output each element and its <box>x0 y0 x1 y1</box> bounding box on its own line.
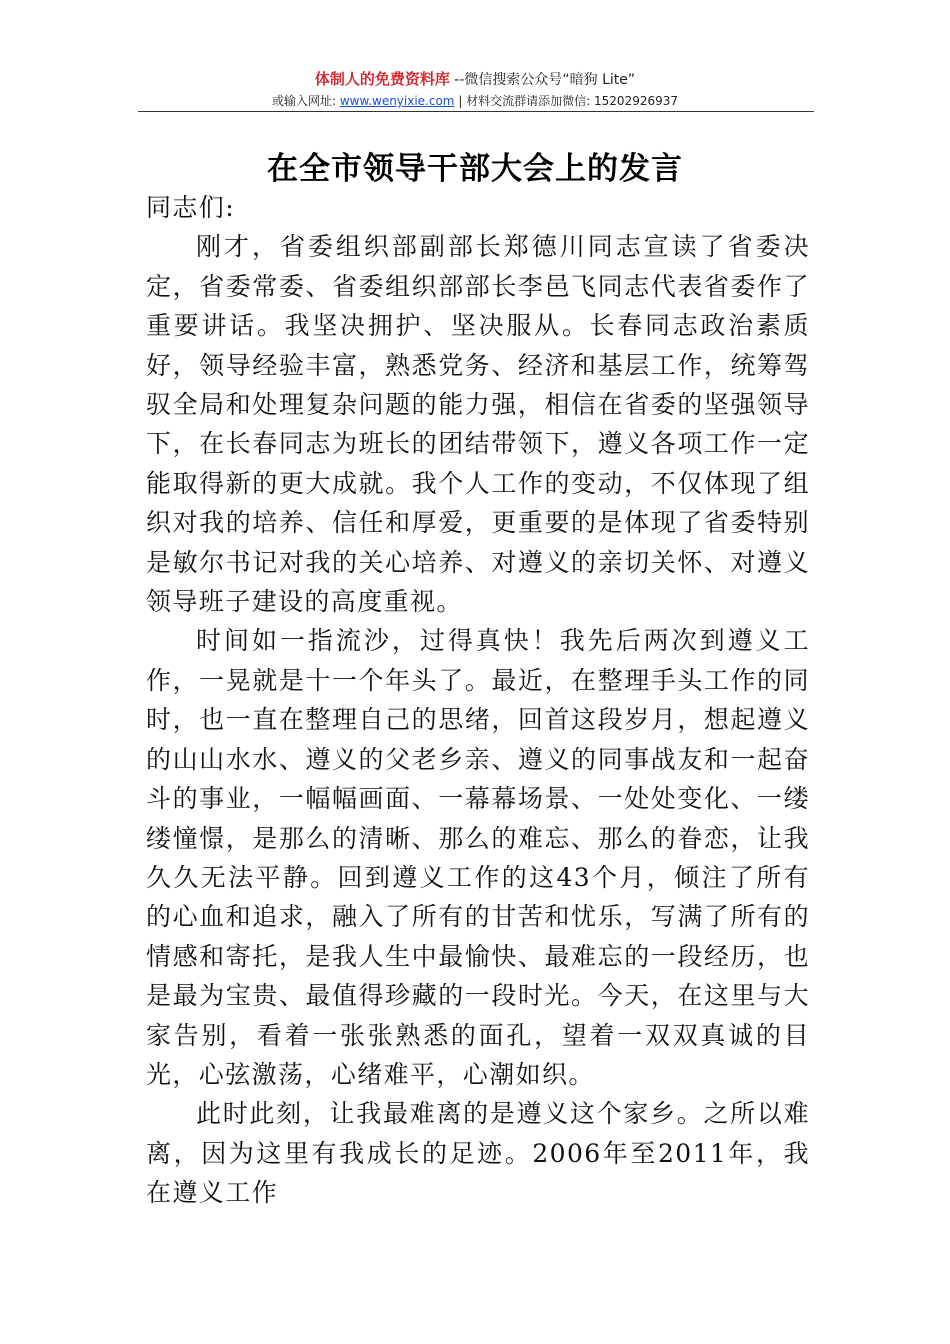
header-promo-line <box>0 70 950 89</box>
document-title: 在全市领导干部大会上的发言 <box>267 150 683 187</box>
header-tagline: --微信搜索公众号“暗狗 Lite” <box>449 72 636 88</box>
paragraph-2: 时间如一指流沙，过得真快！我先后两次到遵义工作，一晃就是十一个年头了。最近，在整理手头工作的同时，也一直在整理自己的思绪，回首这段岁月，想起遵义的山山水水、遵义的父老乡亲、遵义的同事战友和一起奋斗的事业，一幅幅画面、一幕幕场景、一处处变化、一缕缕憧憬，是那么的清晰、那么的难忘、那么的眷恋，让我久久无法平静。回到遵义工作的这43个月，倾注了所有的心血和追求，融入了所有的甘苦和忧乐，写满了所有的情感和寄托，是我人生中最愉快、最难忘的一段经历，也是最为宝贵、最值得珍藏的一段时光。今天，在这里与大家告别，看着一张张熟悉的面孔，望着一双双真诚的目光，心弦激荡，心绪难平，心潮如织。 <box>146 626 810 1089</box>
website-link[interactable]: www.wenyixie.com <box>339 94 455 108</box>
paragraph-1: 刚才，省委组织部副部长郑德川同志宣读了省委决定，省委常委、省委组织部部长李邑飞同志代表省委作了重要讲话。我坚决拥护、坚决服从。长春同志政治素质好，领导经验丰富，熟悉党务、经济和基层工作，统筹驾驭全局和处理复杂问题的能力强，相信在省委的坚强领导下，在长春同志为班长的团结带领下，遵义各项工作一定能取得新的更大成就。我个人工作的变动，不仅体现了组织对我的培养、信任和厚爱，更重要的是体现了省委特别是敏尔书记对我的关心培养、对遵义的亲切关怀、对遵义领导班子建设的高度重视。 <box>146 232 810 617</box>
paragraph-3: 此时此刻，让我最难离的是遵义这个家乡。之所以难离，因为这里有我成长的足迹。2006年至2011年，我在遵义工作 <box>146 1099 810 1208</box>
document-body <box>146 188 810 1213</box>
header-contact-line <box>0 93 950 109</box>
header-divider <box>138 111 814 112</box>
contact-info: | 材料交流群请添加微信: 15202926937 <box>454 94 679 108</box>
page-header <box>0 70 950 109</box>
brand-name: 体制人的免费资料库 <box>314 70 450 88</box>
salutation: 同志们: <box>146 193 236 222</box>
url-prefix: 或输入网址: <box>271 94 340 108</box>
